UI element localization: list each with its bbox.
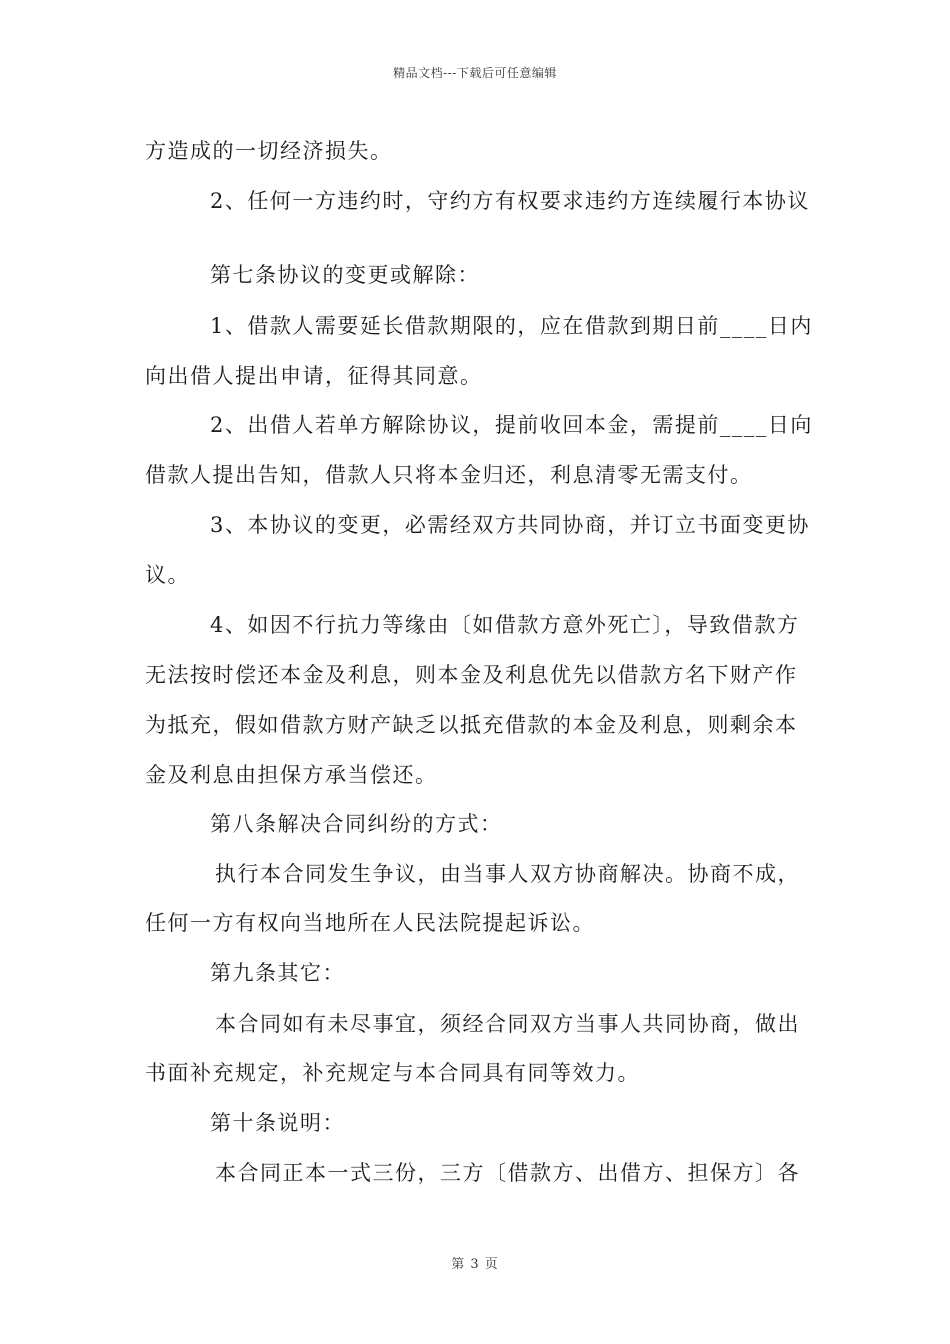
body-line: 向出借人提出申请，征得其同意。 [145,364,483,388]
body-line: 2、出借人若单方解除协议，提前收回本金，需提前____日向 [210,413,813,437]
page-number: 第 3 页 [451,1257,499,1272]
body-line: 方造成的一切经济损失。 [145,139,393,163]
body-line: 议。 [145,563,190,587]
body-line: 执行本合同发生争议，由当事人双方协商解决。协商不成， [215,862,800,886]
body-line: 书面补充规定，补充规定与本合同具有同等效力。 [145,1061,640,1085]
page-header: 精品文档---下载后可任意编辑 [393,66,557,80]
section-heading: 第七条协议的变更或解除： [210,263,480,287]
body-line: 4、如因不行抗力等缘由〔如借款方意外死亡〕，导致借款方 [210,613,800,637]
body-line: 无法按时偿还本金及利息，则本金及利息优先以借款方名下财产作 [145,663,798,687]
body-line: 任何一方有权向当地所在人民法院提起诉讼。 [145,911,595,935]
body-line: 借款人提出告知，借款人只将本金归还，利息清零无需支付。 [145,463,753,487]
body-line: 2、任何一方违约时，守约方有权要求违约方连续履行本协议 [210,189,810,213]
body-line: 本合同如有未尽事宜，须经合同双方当事人共同协商，做出 [215,1012,800,1036]
body-line: 金及利息由担保方承当偿还。 [145,763,438,787]
body-line: 1、借款人需要延长借款期限的，应在借款到期日前____日内 [210,314,813,338]
section-heading: 第十条说明： [210,1111,345,1135]
body-line: 本合同正本一式三份，三方〔借款方、出借方、担保方〕各 [215,1161,800,1185]
section-heading: 第八条解决合同纠纷的方式： [210,812,503,836]
body-line: 为抵充，假如借款方财产缺乏以抵充借款的本金及利息，则剩余本 [145,713,798,737]
body-line: 3、本协议的变更，必需经双方共同协商，并订立书面变更协 [210,513,810,537]
section-heading: 第九条其它： [210,961,345,985]
